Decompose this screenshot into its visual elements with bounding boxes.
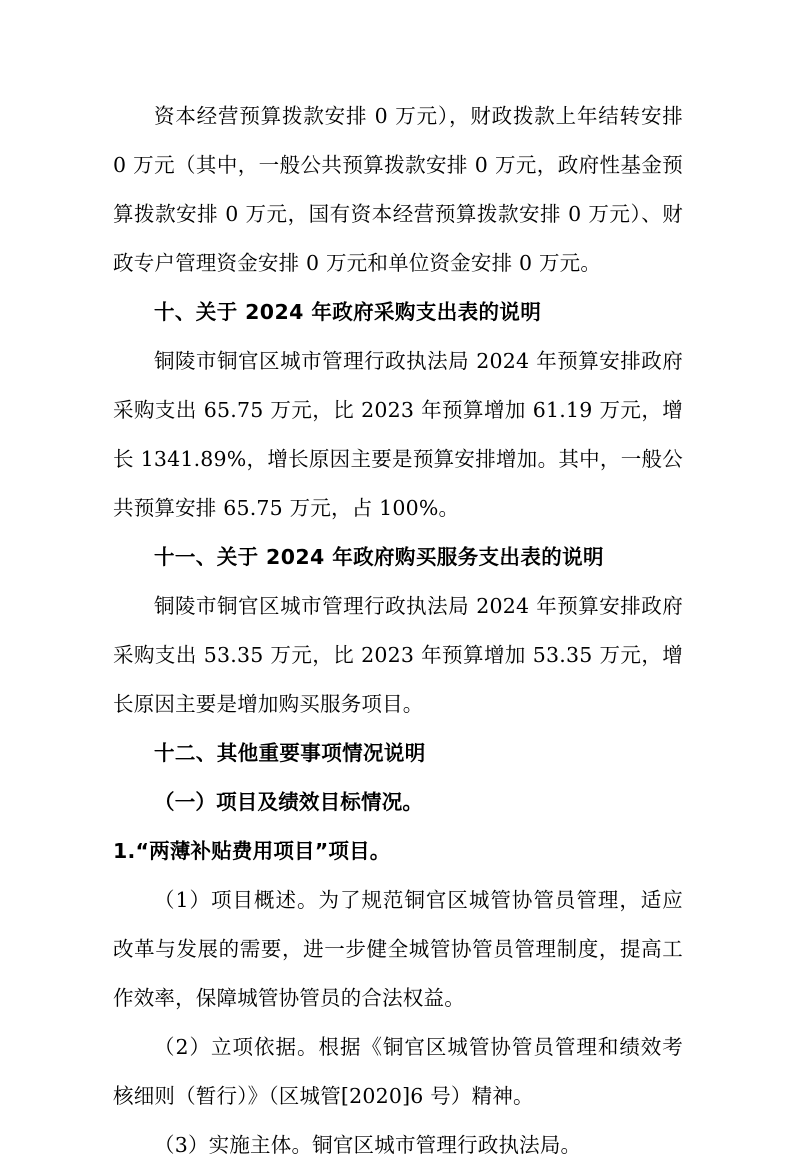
paragraph-government-procurement: 铜陵市铜官区城市管理行政执法局 2024 年预算安排政府采购支出 65.75 万元，比 2023 年预算增加 61.19 万元，增长 1341.89%，增长原因主要是预算安排增加。其中，一般公共预算安排 65.75 万元，占 100%。 bbox=[113, 349, 683, 520]
heading-section-ten: 十、关于 2024 年政府采购支出表的说明 bbox=[154, 300, 542, 324]
paragraph-capital-budget: 资本经营预算拨款安排 0 万元），财政拨款上年结转安排 0 万元（其中，一般公共预算拨款安排 0 万元，政府性基金预算拨款安排 0 万元，国有资本经营预算拨款安排 0 万元）、财政专户管理资金安排 0 万元和单位资金安排 0 万元。 bbox=[113, 104, 683, 275]
document-body bbox=[113, 92, 683, 1170]
paragraph-project-overview: （1）项目概述。为了规范铜官区城管协管员管理，适应改革与发展的需要，进一步健全城管协管员管理制度，提高工作效率，保障城管协管员的合法权益。 bbox=[113, 888, 683, 1010]
paragraph-project-basis: （2）立项依据。根据《铜官区城管协管员管理和绩效考核细则（暂行）》（区城管[2020]6 号）精神。 bbox=[113, 1035, 683, 1108]
paragraph-purchase-services: 铜陵市铜官区城市管理行政执法局 2024 年预算安排政府采购支出 53.35 万元，比 2023 年预算增加 53.35 万元，增长原因主要是增加购买服务项目。 bbox=[113, 594, 683, 716]
heading-section-twelve: 十二、其他重要事项情况说明 bbox=[154, 741, 426, 765]
paragraph-implementing-body: （3）实施主体。铜官区城市管理行政执法局。 bbox=[154, 1133, 582, 1157]
heading-section-eleven: 十一、关于 2024 年政府购买服务支出表的说明 bbox=[154, 545, 604, 569]
subheading-project-performance: （一）项目及绩效目标情况。 bbox=[154, 790, 424, 814]
item-heading-subsidy-project: 1.“两薄补贴费用项目”项目。 bbox=[113, 839, 391, 863]
